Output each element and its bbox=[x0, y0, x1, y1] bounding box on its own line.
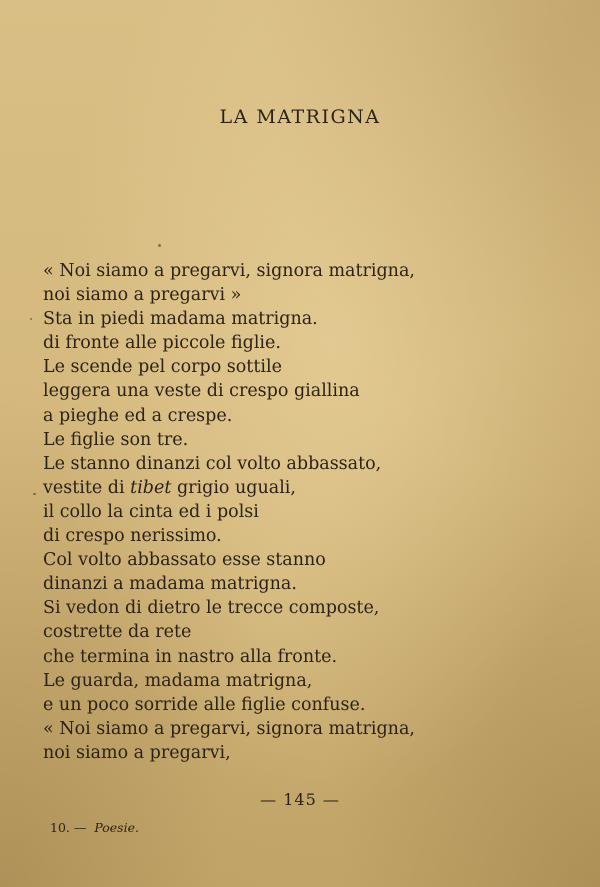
poem-line-text: vestite di bbox=[43, 477, 131, 498]
paper-speck bbox=[30, 318, 32, 320]
paper-speck bbox=[33, 493, 36, 495]
poem-line: Le figlie son tre. bbox=[43, 429, 189, 450]
poem-line-text: grigio uguali, bbox=[171, 477, 296, 498]
poem-line: noi siamo a pregarvi, bbox=[43, 742, 231, 763]
poem-line: costrette da rete bbox=[43, 622, 192, 643]
poem-line: dinanzi a madama matrigna. bbox=[43, 574, 297, 595]
poem-line: Si vedon di dietro le trecce composte, bbox=[43, 598, 380, 619]
poem-line: Col volto abbassato esse stanno bbox=[43, 550, 326, 571]
poem-line: « Noi siamo a pregarvi, signora matrigna, bbox=[43, 261, 415, 281]
poem-line: Le guarda, madama matrigna, bbox=[43, 670, 313, 691]
poem-line: di fronte alle piccole figlie. bbox=[43, 333, 281, 354]
poem-line: noi siamo a pregarvi » bbox=[43, 285, 242, 306]
poem-line: il collo la cinta ed i polsi bbox=[43, 501, 259, 522]
poem-line: a pieghe ed a crespe. bbox=[43, 405, 233, 426]
signature-mark bbox=[50, 820, 139, 835]
poem-line: « Noi siamo a pregarvi, signora matrigna, bbox=[43, 718, 415, 739]
signature-title: Poesie. bbox=[94, 820, 139, 835]
signature-number: 10. — bbox=[50, 820, 87, 835]
poem-line: Le stanno dinanzi col volto abbassato, bbox=[43, 453, 382, 474]
poem-line: e un poco sorride alle figlie confuse. bbox=[43, 694, 366, 715]
poem-body bbox=[43, 259, 563, 765]
poem-line-italic-word: tibet bbox=[130, 477, 172, 498]
poem-line bbox=[43, 476, 563, 500]
poem-line: di crespo nerissimo. bbox=[43, 526, 222, 547]
poem-line: leggera una veste di crespo giallina bbox=[43, 381, 360, 402]
poem-line: Le scende pel corpo sottile bbox=[43, 357, 282, 378]
poem-line: che termina in nastro alla fronte. bbox=[43, 646, 338, 667]
poem-title: LA MATRIGNA bbox=[219, 106, 381, 128]
paper-speck bbox=[158, 244, 161, 247]
poem-line: Sta in piedi madama matrigna. bbox=[43, 309, 318, 330]
page-number: — 145 — bbox=[260, 790, 340, 809]
